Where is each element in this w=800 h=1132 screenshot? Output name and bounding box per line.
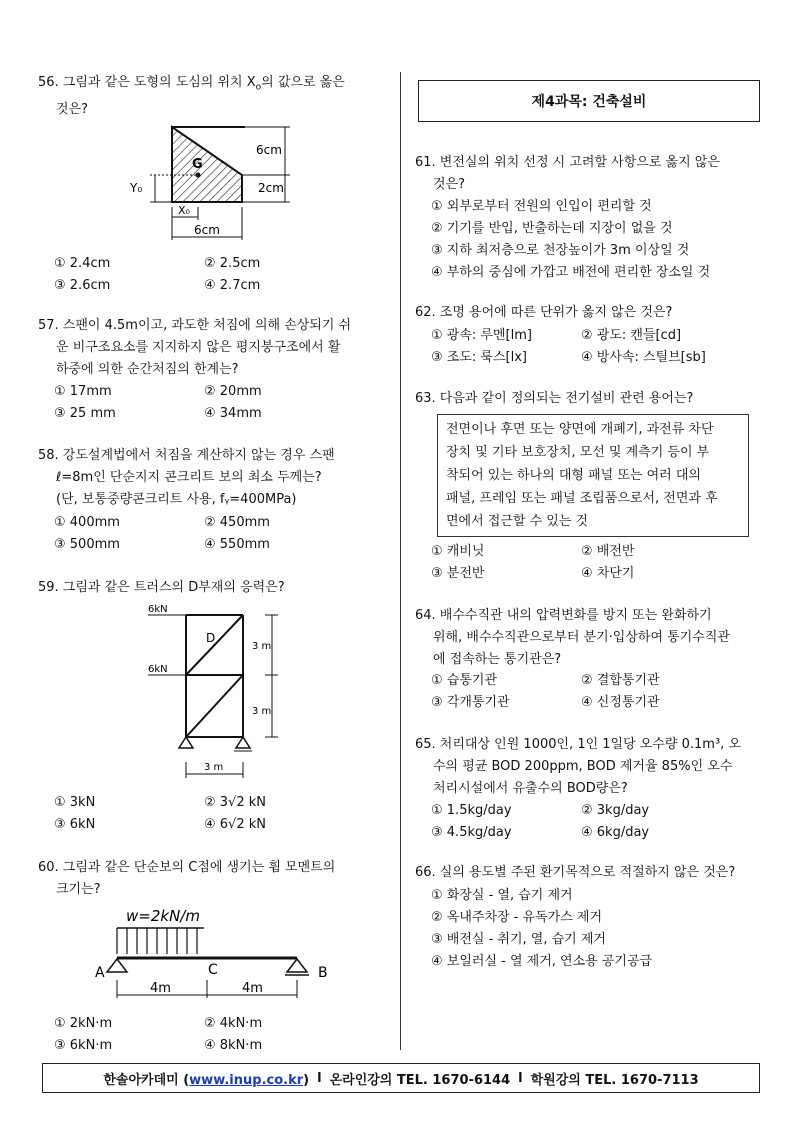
q66-option-2[interactable]: ② 옥내주차장 - 유독가스 제거 [431, 910, 603, 925]
q60-support-b [287, 959, 307, 972]
question-58 [38, 445, 388, 511]
q65-options [431, 800, 771, 844]
footer-separator-2: l [518, 1070, 523, 1086]
q59-option-2[interactable]: ② 3√2 kN [204, 795, 266, 810]
q66-line: 66. 실의 용도별 주된 환기목적으로 적절하지 않은 것은? [415, 865, 736, 880]
q56-x0: X₀ [178, 204, 190, 217]
q62-option-3[interactable]: ③ 조도: 룩스[lx] [431, 350, 527, 365]
q63-line: 63. 다음과 같이 정의되는 전기설비 관련 용어는? [415, 391, 694, 406]
q58-option-3[interactable]: ③ 500mm [54, 537, 120, 552]
q65-option-1[interactable]: ① 1.5kg/day [431, 803, 512, 818]
question-66 [415, 862, 775, 884]
q66-option-4[interactable]: ④ 보일러실 - 열 제거, 연소용 공기공급 [431, 954, 653, 969]
q63-options [431, 541, 771, 585]
q56-option-3[interactable]: ③ 2.6cm [54, 278, 111, 293]
footer-academy: 한솔아카데미 (www.inup.co.kr) [103, 1072, 310, 1088]
q58-line-1: 58. 강도설계법에서 처짐을 계산하지 않는 경우 스팬 [38, 448, 335, 463]
question-60 [38, 857, 388, 901]
q60-span-1: 4m [150, 981, 171, 996]
question-59 [38, 577, 388, 599]
q57-line-3: 하중에 의한 순간처짐의 한계는? [56, 362, 239, 377]
q64-line-3: 에 접속하는 통기관은? [433, 652, 562, 667]
q59-load-1: 6kN [148, 604, 168, 615]
q66-options [431, 885, 771, 973]
q58-options [54, 512, 394, 556]
q63-option-3[interactable]: ③ 분전반 [431, 566, 485, 581]
q60-options [54, 1013, 394, 1057]
footer-separator-1: l [317, 1070, 322, 1086]
q59-support-right [236, 737, 250, 748]
q56-text-3: 것은? [56, 101, 89, 117]
q61-line-2: 것은? [433, 177, 466, 192]
column-divider [400, 72, 401, 1050]
q60-support-a [107, 959, 127, 972]
q57-line-1: 57. 스팬이 4.5m이고, 과도한 처짐에 의해 손상되기 쉬 [38, 318, 352, 333]
q59-figure [140, 602, 290, 782]
q56-option-4[interactable]: ④ 2.7cm [204, 278, 261, 293]
q64-options [431, 670, 771, 714]
q60-figure [92, 904, 342, 1004]
q65-option-4[interactable]: ④ 6kg/day [581, 825, 650, 840]
q56-num: 56. [38, 75, 59, 90]
q64-line-2: 위해, 배수수직관으로부터 분기·입상하여 통기수직관 [433, 630, 730, 645]
q59-dim-w: 3 m [204, 762, 224, 773]
q61-option-4[interactable]: ④ 부하의 중심에 가깝고 배전에 편리한 장소일 것 [431, 265, 711, 280]
q60-option-4[interactable]: ④ 8kN·m [204, 1038, 263, 1053]
question-57 [38, 315, 388, 381]
q61-line-1: 61. 변전실의 위치 선정 시 고려할 사항으로 옳지 않은 [415, 155, 720, 170]
q56-dim-6cm-h: 6cm [194, 223, 220, 237]
q63-option-1[interactable]: ① 캐비닛 [431, 544, 485, 559]
q59-line: 59. 그림과 같은 트러스의 D부재의 응력은? [38, 580, 285, 595]
q63-box-line-3: 착되어 있는 하나의 대형 패널 또는 여러 대의 [446, 468, 701, 483]
q56-option-2[interactable]: ② 2.5cm [204, 256, 261, 271]
q64-option-3[interactable]: ③ 각개통기관 [431, 695, 510, 710]
q60-option-2[interactable]: ② 4kN·m [204, 1016, 263, 1031]
q60-line-1: 60. 그림과 같은 단순보의 C점에 생기는 휨 모멘트의 [38, 860, 336, 875]
question-62 [415, 302, 767, 324]
q66-option-3[interactable]: ③ 배전실 - 취기, 열, 습기 제거 [431, 932, 606, 947]
q62-option-4[interactable]: ④ 방사속: 스틸브[sb] [581, 350, 706, 365]
q57-option-1[interactable]: ① 17mm [54, 384, 112, 399]
q61-options [431, 196, 771, 284]
q61-option-1[interactable]: ① 외부로부터 전원의 인입이 편리할 것 [431, 199, 652, 214]
q56-g-label: G [192, 157, 203, 172]
q59-dim-h2: 3 m [252, 706, 272, 717]
q59-support-left [179, 737, 193, 748]
q60-option-1[interactable]: ① 2kN·m [54, 1016, 113, 1031]
q58-option-1[interactable]: ① 400mm [54, 515, 120, 530]
q59-option-4[interactable]: ④ 6√2 kN [204, 817, 266, 832]
q64-line-1: 64. 배수수직관 내의 압력변화를 방지 또는 완화하기 [415, 608, 712, 623]
q63-box-line-2: 장치 및 기타 보호장치, 모선 및 계측기 등이 부 [446, 445, 710, 460]
q56-dim-2cm: 2cm [258, 181, 284, 195]
q56-option-1[interactable]: ① 2.4cm [54, 256, 111, 271]
q59-options [54, 792, 394, 836]
q60-label-c: C [208, 962, 218, 978]
q59-member-d: D [206, 631, 216, 645]
footer-online-tel: 온라인강의 TEL. 1670-6144 [329, 1072, 511, 1088]
q61-option-3[interactable]: ③ 지하 최저층으로 천장높이가 3m 이상일 것 [431, 243, 690, 258]
q64-option-1[interactable]: ① 습통기관 [431, 673, 498, 688]
q62-option-1[interactable]: ① 광속: 루멘[lm] [431, 328, 532, 343]
q63-option-4[interactable]: ④ 차단기 [581, 566, 635, 581]
q65-option-3[interactable]: ③ 4.5kg/day [431, 825, 512, 840]
q59-dim-h1: 3 m [252, 641, 272, 652]
q57-option-2[interactable]: ② 20mm [204, 384, 262, 399]
q63-definition-box [437, 414, 749, 537]
q60-span-2: 4m [242, 981, 263, 996]
q63-box-line-4: 패널, 프레임 또는 패널 조립품으로서, 전면과 후 [446, 491, 718, 506]
q65-line-3: 처리시설에서 유출수의 BOD량은? [433, 781, 628, 796]
q58-option-2[interactable]: ② 450mm [204, 515, 270, 530]
q57-option-3[interactable]: ③ 25 mm [54, 406, 116, 421]
question-65 [415, 734, 767, 800]
footer [42, 1063, 760, 1093]
q58-line-2: ℓ=8m인 단순지지 콘크리트 보의 최소 두께는? [56, 470, 322, 485]
question-64 [415, 605, 767, 671]
footer-url-link[interactable]: www.inup.co.kr [189, 1072, 304, 1088]
q64-option-2[interactable]: ② 결합통기관 [581, 673, 660, 688]
q61-option-2[interactable]: ② 기기를 반입, 반출하는데 지장이 없을 것 [431, 221, 673, 236]
question-56 [38, 72, 388, 121]
q66-option-1[interactable]: ① 화장실 - 열, 습기 제거 [431, 888, 573, 903]
q59-load-2: 6kN [148, 664, 168, 675]
subject-title: 제4과목: 건축설비 [418, 80, 760, 122]
q59-option-1[interactable]: ① 3kN [54, 795, 96, 810]
q60-load-label: w=2kN/m [126, 907, 200, 925]
q62-option-2[interactable]: ② 광도: 캔들[cd] [581, 328, 682, 343]
q58-option-4[interactable]: ④ 550mm [204, 537, 270, 552]
q60-label-b: B [318, 965, 328, 981]
q56-options [54, 253, 394, 297]
q56-figure [120, 120, 300, 245]
q60-option-3[interactable]: ③ 6kN·m [54, 1038, 113, 1053]
q62-line: 62. 조명 용어에 따른 단위가 옳지 않은 것은? [415, 305, 673, 320]
q60-load-arrows [117, 928, 197, 954]
q56-text-2: 의 값으로 옳은 [261, 75, 345, 90]
question-63 [415, 388, 767, 410]
q57-options [54, 381, 394, 425]
q63-box-line-5: 면에서 접근할 수 있는 것 [446, 514, 589, 529]
q57-line-2: 운 비구조요소를 지지하지 않은 평지붕구조에서 활 [56, 340, 341, 355]
q56-text: 그림과 같은 도형의 도심의 위치 X [62, 75, 256, 90]
q65-line-1: 65. 처리대상 인원 1000인, 1인 1일당 오수량 0.1m³, 오 [415, 737, 741, 752]
q65-line-2: 수의 평균 BOD 200ppm, BOD 제거율 85%인 오수 [433, 759, 733, 774]
q57-option-4[interactable]: ④ 34mm [204, 406, 262, 421]
q56-dim-6cm-v: 6cm [256, 143, 282, 157]
question-61 [415, 152, 767, 196]
q56-sub: o [255, 82, 262, 93]
footer-offline-tel: 학원강의 TEL. 1670-7113 [530, 1072, 699, 1088]
q58-line-3: (단, 보통중량콘크리트 사용, fᵧ=400MPa) [56, 492, 297, 507]
q56-shape [172, 127, 242, 202]
q60-line-2: 크기는? [56, 882, 101, 897]
q64-option-4[interactable]: ④ 신정통기관 [581, 695, 660, 710]
q65-option-2[interactable]: ② 3kg/day [581, 803, 650, 818]
q56-y0: Y₀ [130, 181, 143, 195]
q59-option-3[interactable]: ③ 6kN [54, 817, 96, 832]
q63-box-line-1: 전면이나 후면 또는 양면에 개폐기, 과전류 차단 [446, 422, 714, 437]
q63-option-2[interactable]: ② 배전반 [581, 544, 635, 559]
q62-options [431, 325, 771, 369]
q60-label-a: A [95, 965, 105, 981]
